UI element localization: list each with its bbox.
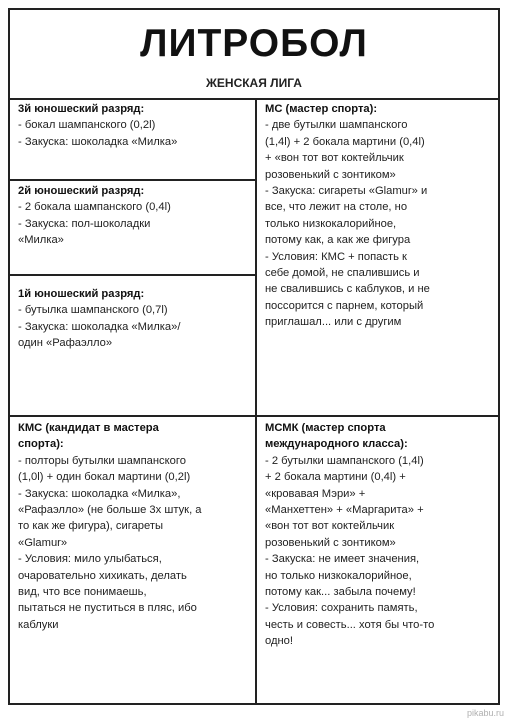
row-divider-r2-r1	[10, 274, 255, 276]
rank-line: «кровавая Мэри» +	[265, 487, 366, 500]
rank-heading-cont: международного класса):	[265, 438, 408, 451]
poster-sheet	[8, 8, 500, 705]
rank-line: вид, что все понимаешь,	[18, 586, 147, 599]
rank-line: очаровательно хихикать, делать	[18, 569, 187, 582]
rank-heading: МСМК (мастер спорта	[265, 422, 386, 434]
site-watermark: pikabu.ru	[466, 708, 504, 718]
rank-line: пытаться не пуститься в пляс, ибо	[18, 602, 197, 615]
rank-heading: 3й юношеский разряд:	[18, 103, 145, 115]
rank-line: - 2 бутылки шампанского (1,4l)	[265, 454, 424, 467]
rank-line: не свалившись с каблуков, и не	[265, 283, 430, 296]
rank-line: одно!	[265, 635, 294, 648]
rank-line: «Рафаэлло» (не больше 3х штук, а	[18, 504, 202, 517]
rank-line: - Условия: КМС + попасть к	[265, 250, 407, 263]
rank-line: потому как, а как же фигура	[265, 234, 411, 247]
rank-line: + «вон тот вот коктейльчик	[265, 152, 404, 165]
rank-line: себе домой, не спалившись и	[265, 267, 420, 280]
rank-3-junior-cell	[10, 101, 255, 150]
rank-line: + 2 бокала мартини (0,4l) +	[265, 471, 406, 484]
rank-kms-cell	[10, 420, 255, 633]
rank-line: «Glamur»	[18, 536, 68, 549]
rank-line: «вон тот вот коктейльчик	[265, 520, 395, 533]
rank-line: каблуки	[18, 618, 59, 631]
page-subtitle: ЖЕНСКАЯ ЛИГА	[206, 76, 302, 90]
rank-line: розовенький с зонтиком»	[265, 536, 396, 549]
rank-line: - Закуска: шоколадка «Милка»/	[18, 320, 181, 333]
rank-line: «Милка»	[18, 234, 64, 247]
row-divider-r3-r2	[10, 179, 255, 181]
rank-line: один «Рафаэлло»	[18, 337, 113, 350]
rank-line: но только низкокалорийное,	[265, 569, 412, 582]
rank-line: (1,0l) + один бокал мартини (0,2l)	[18, 471, 191, 484]
rank-2-junior-cell	[10, 183, 255, 249]
rank-line: - 2 бокала шампанского (0,4l)	[18, 201, 171, 214]
rank-heading: 2й юношеский разряд:	[18, 185, 145, 197]
rank-1-junior-cell	[10, 286, 255, 352]
rank-line: - Условия: сохранить память,	[265, 602, 418, 615]
rank-line: то как же фигура), сигареты	[18, 520, 164, 533]
rank-line: только низкокалорийное,	[265, 217, 397, 230]
rank-line: - Условия: мило улыбаться,	[18, 553, 162, 566]
rank-line: - полторы бутылки шампанского	[18, 454, 186, 467]
rank-line: - Закуска: пол-шоколадки	[18, 217, 151, 230]
rank-heading: КМС (кандидат в мастера	[18, 422, 159, 434]
rank-line: розовенький с зонтиком»	[265, 168, 396, 181]
rank-line: - бокал шампанского (0,2l)	[18, 119, 156, 132]
rank-heading: МС (мастер спорта):	[265, 103, 378, 115]
rank-heading-cont: спорта):	[18, 438, 64, 451]
rank-line: - Закуска: шоколадка «Милка»	[18, 135, 178, 148]
rank-line: все, что лежит на столе, но	[265, 201, 408, 214]
rank-line: потому как... забыла почему!	[265, 586, 416, 599]
rank-ms-cell	[257, 101, 498, 331]
page-title: ЛИТРОБОЛ	[140, 22, 368, 65]
rank-line: (1,4l) + 2 бокала мартини (0,4l)	[265, 135, 425, 148]
rank-line: приглашал... или с другим	[265, 316, 402, 329]
rank-line: поссорится с парнем, который	[265, 299, 424, 312]
rank-heading: 1й юношеский разряд:	[18, 288, 145, 300]
rank-line: - Закуска: не имеет значения,	[265, 553, 420, 566]
rank-line: - Закуска: сигареты «Glamur» и	[265, 185, 428, 198]
rank-line: - бутылка шампанского (0,7l)	[18, 304, 168, 317]
header-divider	[10, 98, 498, 100]
rank-line: - Закуска: шоколадка «Милка»,	[18, 487, 181, 500]
rank-line: честь и совесть... хотя бы что-то	[265, 618, 435, 631]
rank-msmk-cell	[257, 420, 498, 650]
rank-line: - две бутылки шампанского	[265, 119, 408, 132]
row-divider-middle	[10, 415, 498, 417]
rank-line: «Манхеттен» + «Маргарита» +	[265, 504, 424, 517]
